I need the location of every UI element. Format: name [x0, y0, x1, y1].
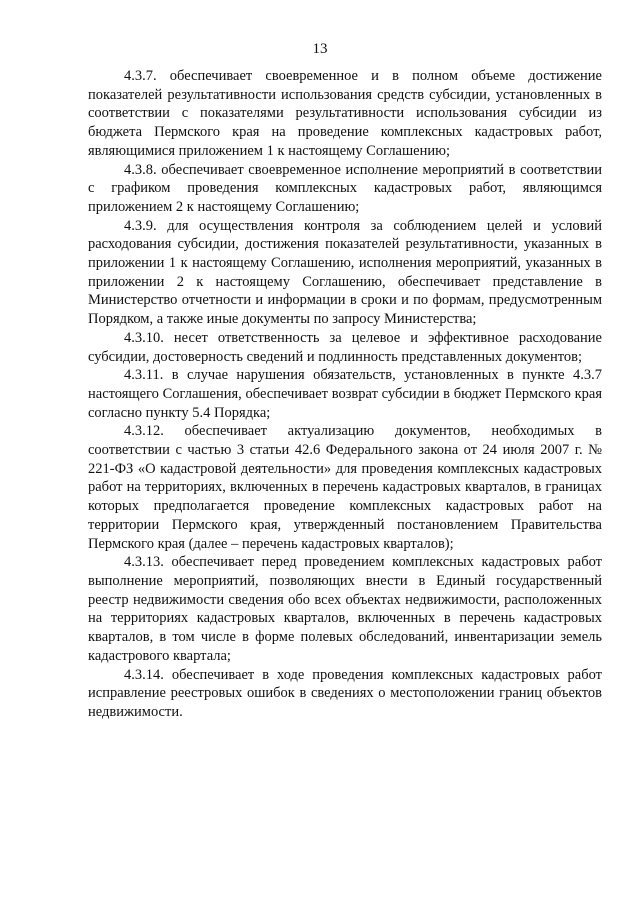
paragraph-4-3-12: 4.3.12. обеспечивает актуализацию документов, необходимых в соответствии с частью 3 статьи 42.6 Федерального закона от 24 июля 2007 г. № 221-ФЗ «О кадастровой деятельности» для проведения комплексных кадастровых работ на территориях, включенных в перечень кадастровых кварталов, в границах которых предполагается проведение комплексных кадастровых работ на территории Пермского края, утвержденный постановлением Правительства Пермского края (далее – перечень кадастровых кварталов);	[88, 423, 602, 552]
document-body	[88, 67, 602, 722]
paragraph-4-3-7: 4.3.7. обеспечивает своевременное и в полном объеме достижение показателей результативности использования средств субсидии, установленных в соответствии с показателями результативности использования субсидии из бюджета Пермского края на проведение комплексных кадастровых работ, являющимися приложением 1 к настоящему Соглашению;	[88, 68, 602, 159]
paragraph-4-3-13: 4.3.13. обеспечивает перед проведением комплексных кадастровых работ выполнение мероприятий, позволяющих внести в Единый государственный реестр недвижимости сведения обо всех объектах недвижимости, расположенных на территориях кадастровых кварталов, включенных в перечень кадастровых кварталов, в том числе в форме полевых обследований, инвентаризации земель кадастрового квартала;	[88, 554, 602, 664]
page-number: 13	[312, 41, 328, 57]
paragraph-4-3-8: 4.3.8. обеспечивает своевременное исполнение мероприятий в соответствии с графиком проведения комплексных кадастровых работ, являющимся приложением 2 к настоящему Соглашению;	[88, 161, 602, 215]
paragraph-4-3-10: 4.3.10. несет ответственность за целевое и эффективное расходование субсидии, достоверность сведений и подлинность представленных документов;	[88, 329, 602, 365]
paragraph-4-3-11: 4.3.11. в случае нарушения обязательств, установленных в пункте 4.3.7 настоящего Соглашения, обеспечивает возврат субсидии в бюджет Пермского края согласно пункту 5.4 Порядка;	[88, 367, 602, 421]
paragraph-4-3-14: 4.3.14. обеспечивает в ходе проведения комплексных кадастровых работ исправление реестровых ошибок в сведениях о местоположении границ объектов недвижимости.	[88, 666, 602, 720]
paragraph-4-3-9: 4.3.9. для осуществления контроля за соблюдением целей и условий расходования субсидии, достижения показателей результативности, указанных в приложении 1 к настоящему Соглашению, исполнения мероприятий, указанных в приложении 2 к настоящему Соглашению, обеспечивает представление в Министерство отчетности и информации в сроки и по формам, предусмотренным Порядком, а также иные документы по запросу Министерства;	[88, 217, 602, 328]
